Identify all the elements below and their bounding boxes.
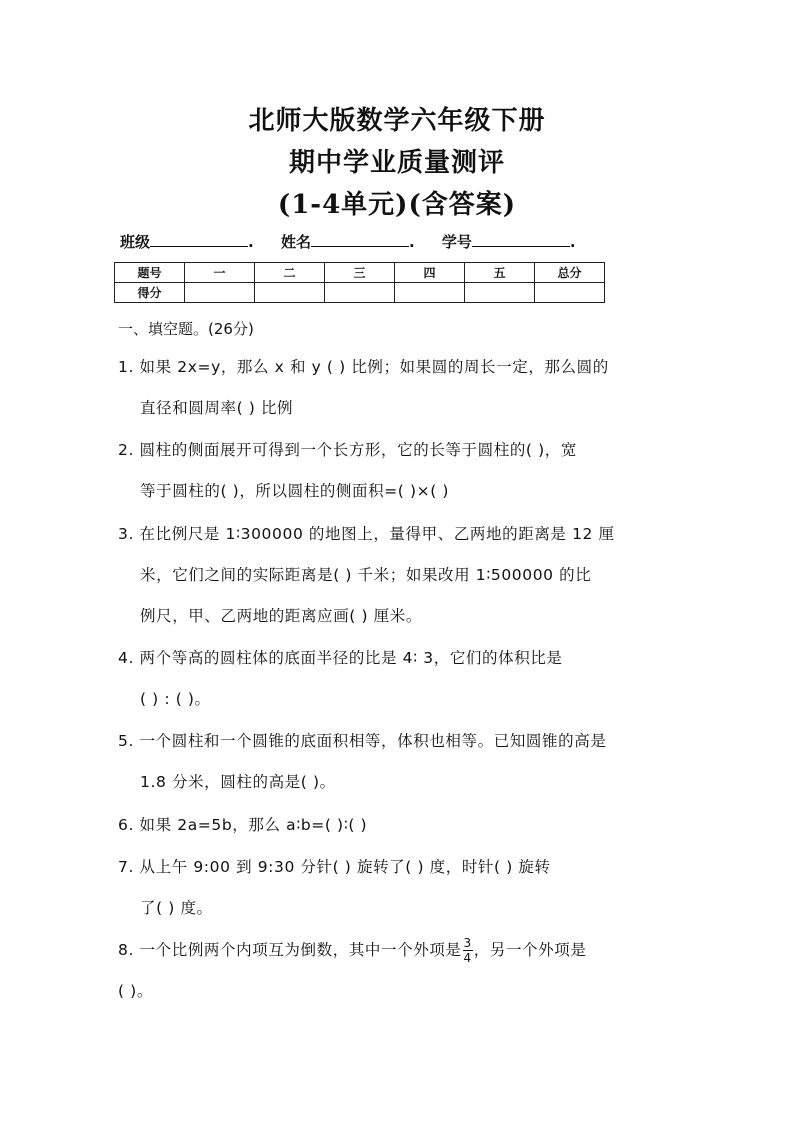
question-6 [118, 805, 678, 846]
question-line: 4. 两个等高的圆柱体的底面半径的比是 4∶ 3，它们的体积比是 [118, 649, 563, 667]
score-header-cell: 总分 [535, 263, 605, 283]
score-header-cell: 三 [325, 263, 395, 283]
name-blank[interactable] [311, 232, 409, 247]
id-field [442, 231, 576, 252]
question-line: 了( ) 度。 [140, 899, 213, 917]
score-row-label: 得分 [115, 283, 185, 303]
class-field [120, 231, 254, 252]
document-subtitle: 期中学业质量测评 [288, 148, 505, 178]
question-4 [118, 638, 678, 720]
question-line: 6. 如果 2a=5b，那么 a∶b=( )∶( ) [118, 816, 368, 834]
fraction-denominator: 4 [463, 951, 472, 965]
score-cell[interactable] [255, 283, 325, 303]
fraction-numerator: 3 [463, 936, 472, 950]
score-header-cell: 五 [465, 263, 535, 283]
score-table-header-row [115, 263, 605, 283]
document-scope: (1-4单元)(含答案) [277, 190, 517, 220]
score-cell[interactable] [325, 283, 395, 303]
name-label: 姓名 [280, 233, 311, 251]
question-7 [118, 847, 678, 929]
student-info-row [120, 231, 598, 252]
question-2 [118, 430, 678, 512]
fraction [463, 936, 473, 965]
question-line: 5. 一个圆柱和一个圆锥的底面积相等，体积也相等。已知圆锥的高是 [118, 732, 607, 750]
score-header-cell: 题号 [115, 263, 185, 283]
name-sep: . [408, 233, 415, 251]
id-sep: . [569, 233, 576, 251]
question-text: ，另一个外项是 [473, 941, 587, 959]
question-line: 2. 圆柱的侧面展开可得到一个长方形，它的长等于圆柱的( )，宽 [118, 441, 577, 459]
question-line: 1.8 分米，圆柱的高是( )。 [140, 773, 336, 791]
question-line: 1. 如果 2x=y，那么 x 和 y ( ) 比例；如果圆的周长一定，那么圆的 [118, 358, 609, 376]
question-3 [118, 514, 678, 637]
name-field [281, 231, 415, 252]
score-header-cell: 一 [185, 263, 255, 283]
section-title: 一、填空题。(26分) [118, 320, 254, 338]
question-line: 例尺，甲、乙两地的距离应画( ) 厘米。 [140, 607, 422, 625]
score-cell[interactable] [395, 283, 465, 303]
question-line: 7. 从上午 9:00 到 9:30 分针( ) 旋转了( ) 度，时针( ) 旋转 [118, 858, 551, 876]
question-text: 8. 一个比例两个内项互为倒数，其中一个外项是 [118, 941, 462, 959]
class-label: 班级 [120, 233, 151, 251]
id-blank[interactable] [472, 232, 570, 247]
question-line: 直径和圆周率( ) 比例 [140, 399, 294, 417]
question-line: 等于圆柱的( )，所以圆柱的侧面积=( )×( ) [140, 482, 450, 500]
question-5 [118, 721, 678, 803]
question-line: ( )。 [118, 982, 153, 1000]
id-label: 学号 [441, 233, 472, 251]
question-line: ( ) : ( )。 [140, 690, 211, 708]
score-table [114, 262, 605, 303]
question-1 [118, 347, 678, 429]
score-header-cell: 四 [395, 263, 465, 283]
class-blank[interactable] [150, 232, 248, 247]
score-table-score-row [115, 283, 605, 303]
score-cell[interactable] [535, 283, 605, 303]
score-header-cell: 二 [255, 263, 325, 283]
class-sep: . [248, 233, 254, 251]
question-line [118, 930, 678, 971]
score-cell[interactable] [465, 283, 535, 303]
score-cell[interactable] [185, 283, 255, 303]
question-8 [118, 930, 678, 1012]
question-line: 米，它们之间的实际距离是( ) 千米；如果改用 1∶500000 的比 [140, 566, 592, 584]
document-title: 北师大版数学六年级下册 [248, 106, 546, 136]
question-line: 3. 在比例尺是 1∶300000 的地图上，量得甲、乙两地的距离是 12 厘 [118, 525, 615, 543]
